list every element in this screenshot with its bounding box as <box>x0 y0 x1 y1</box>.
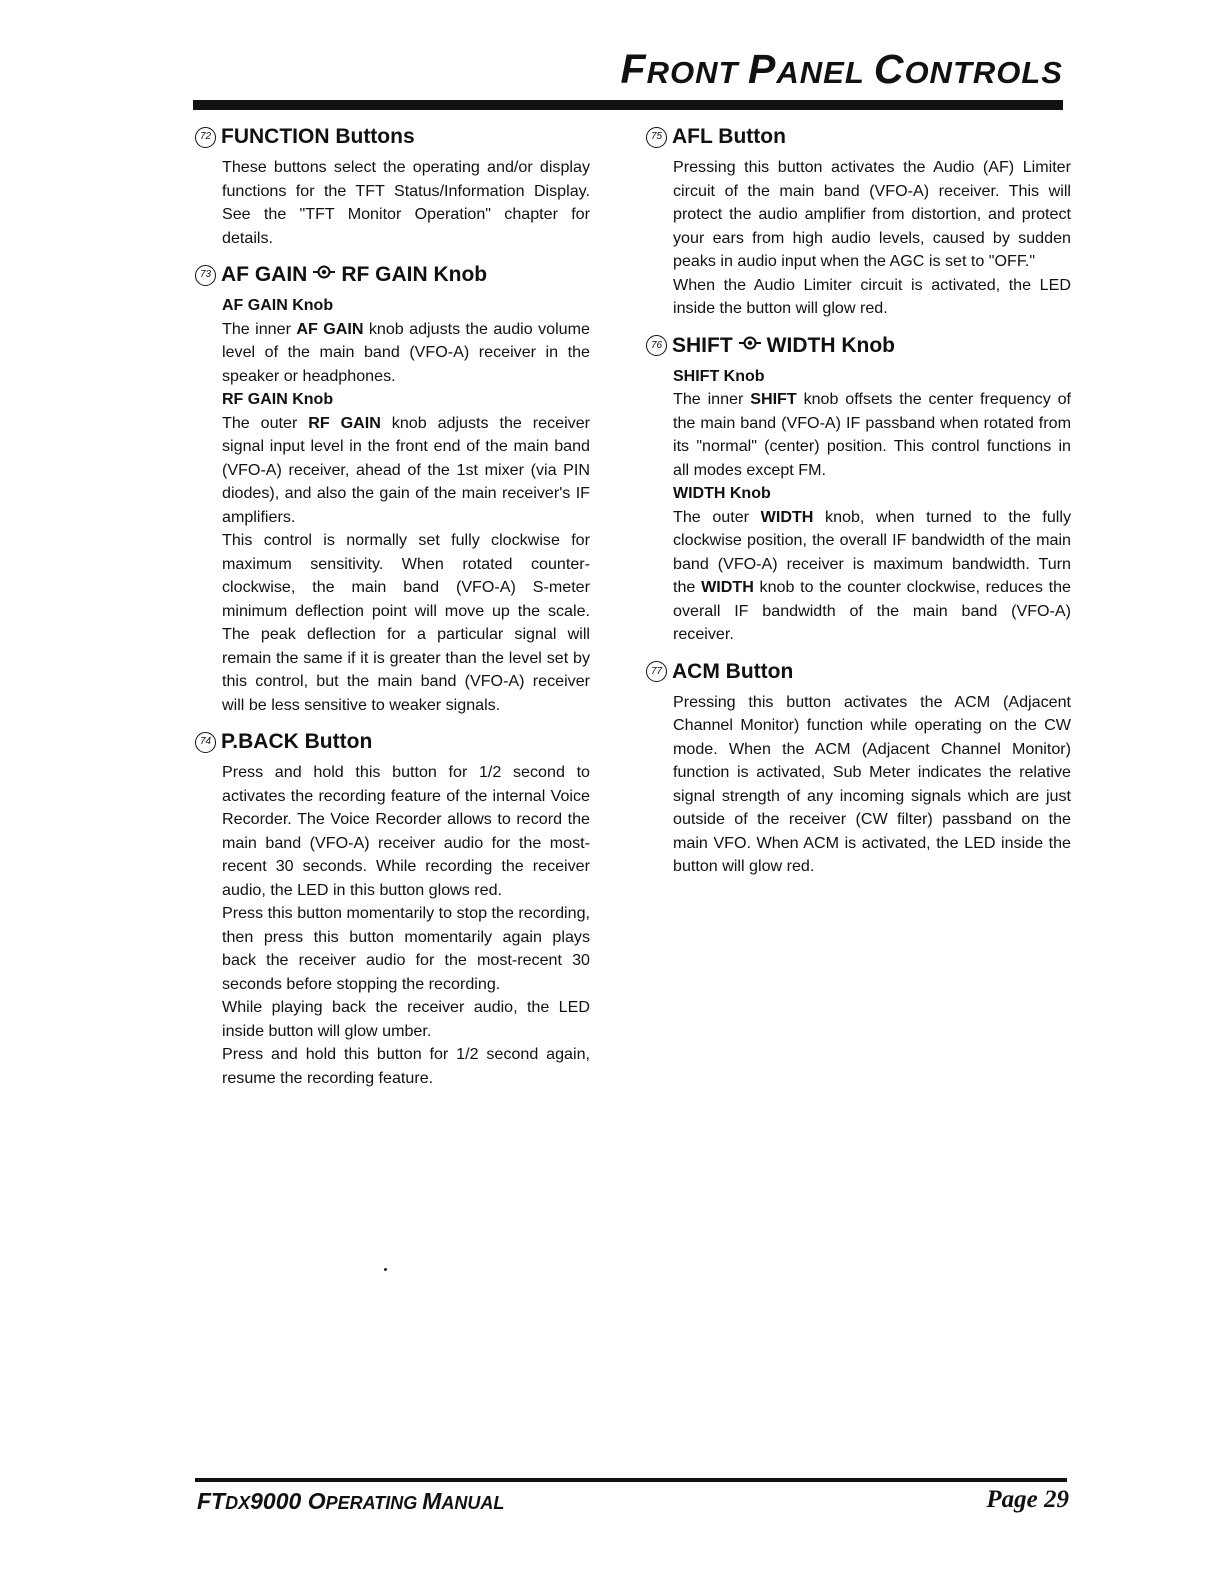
paragraph: Press this button momentarily to stop the recording, then press this button momentarily again plays back the receiver audio for the most-recent 30 seconds before stopping the recording. <box>222 904 590 993</box>
bold-run: WIDTH <box>701 578 754 596</box>
paragraph <box>222 412 590 530</box>
section-title-part: WIDTH Knob <box>766 333 895 357</box>
paragraph: When the Audio Limiter circuit is activated, the LED inside the button will glow red. <box>673 275 1071 317</box>
footer-man-cap: M <box>422 1488 442 1514</box>
subheading: WIDTH Knob <box>673 485 771 502</box>
section-body <box>646 691 1071 879</box>
bold-run: WIDTH <box>760 507 814 526</box>
paragraph: Press and hold this button for 1/2 second to activates the recording feature of the internal Voice Recorder. The Voice Recorder allows to record the main band (VFO-A) receiver audio for the most-recent 30 seconds. While recording the receiver audio, the LED in this button glows red. <box>222 763 590 899</box>
page-number: Page 29 <box>986 1486 1069 1513</box>
subheading: AF GAIN Knob <box>222 297 334 314</box>
paragraph: While playing back the receiver audio, the LED inside button will glow umber. <box>222 998 590 1040</box>
paragraph: Pressing this button activates the ACM (Adjacent Channel Monitor) function while operating on the CW mode. When the ACM (Adjacent Channel Monitor) function is activated, Sub Meter indicates the relative signal strength of any incoming signals which are just outside of the receiver (CW filter) passband on the main VFO. When ACM is activated, the LED inside the button will glow red. <box>673 692 1071 875</box>
circled-number-icon: 77 <box>646 661 667 682</box>
circled-number-icon: 73 <box>195 265 216 286</box>
section-body <box>195 294 590 717</box>
text-run: knob offsets the center frequency of the main band (VFO-A) IF passband when rotated from its "normal" (center) position. This control functions in all modes except FM. <box>673 390 1072 479</box>
concentric-knob-icon <box>313 262 335 288</box>
circled-number-icon: 75 <box>646 127 667 148</box>
section-title: FUNCTION Buttons <box>221 125 415 148</box>
paragraph <box>673 388 1071 482</box>
concentric-knob-icon <box>739 333 761 359</box>
section-af-rf-gain-knob <box>195 262 590 717</box>
paragraph <box>673 506 1071 647</box>
footer-manual-title <box>197 1488 504 1515</box>
text-run: The inner <box>222 319 297 338</box>
section-shift-width-knob <box>646 333 1071 647</box>
paragraph: Pressing this button activates the Audio (AF) Limiter circuit of the main band (VFO-A) receiver. This will protect the audio amplifier from distortion, and protect your ears from high audio levels, caused by sudden peaks in audio input when the AGC is set to "OFF." <box>673 158 1071 270</box>
page-header-title <box>621 46 1063 93</box>
circled-number-icon: 76 <box>646 335 667 356</box>
section-body <box>195 156 590 250</box>
header-rule <box>193 100 1063 110</box>
subheading: RF GAIN Knob <box>222 391 334 408</box>
bold-run: RF GAIN <box>308 413 381 432</box>
section-title-part: SHIFT <box>672 333 733 357</box>
footer-op-rest: PERATING <box>325 1493 423 1513</box>
text-run: knob to the counter clockwise, reduces the overall IF bandwidth of the main band (VFO-A) receiver. <box>673 578 1071 643</box>
right-column <box>646 124 1071 891</box>
bold-run: AF GAIN <box>296 319 364 338</box>
header-rest-3: ONTROLS <box>904 55 1063 90</box>
text-run: The outer <box>222 413 309 432</box>
section-title-part: RF GAIN Knob <box>341 263 488 286</box>
scan-speck <box>384 1268 387 1271</box>
paragraph: This control is normally set fully clockwise for maximum sensitivity. When rotated counter-clockwise, the main band (VFO-A) S-meter minimum deflection point will move up the scale. The peak deflection for a particular signal will remain the same if it is greater than the level set by this control, but the main band (VFO-A) receiver will be less sensitive to weaker signals. <box>222 531 590 714</box>
footer-dx: DX <box>225 1493 251 1513</box>
footer-ft: FT <box>197 1488 226 1514</box>
footer-man-rest: ANUAL <box>441 1493 505 1513</box>
text-run: knob adjusts the receiver signal input level in the front end of the main band (VFO-A) receiver, ahead of the 1st mixer (via PIN diodes), and also the gain of the main receiver's IF amplifiers. <box>222 413 591 526</box>
section-title-part: AF GAIN <box>221 263 308 286</box>
section-heading <box>646 124 1071 150</box>
section-heading <box>646 659 1071 685</box>
section-pback-button <box>195 729 590 1090</box>
section-heading <box>195 124 590 150</box>
section-function-buttons <box>195 124 590 250</box>
footer-rule <box>195 1478 1067 1482</box>
bold-run: SHIFT <box>750 390 797 408</box>
subheading: SHIFT Knob <box>673 367 765 385</box>
section-title: P.BACK Button <box>221 730 373 753</box>
section-title: AFL Button <box>672 125 786 148</box>
section-body <box>646 156 1071 321</box>
section-body <box>646 365 1071 647</box>
footer-model: 9000 <box>250 1488 308 1514</box>
section-heading <box>195 262 590 288</box>
section-heading <box>646 333 1071 359</box>
text-run: The outer <box>673 507 761 526</box>
left-column <box>195 124 590 1102</box>
paragraph: These buttons select the operating and/or display functions for the TFT Status/Information Display. See the "TFT Monitor Operation" chapter for details. <box>222 158 590 247</box>
header-cap-1: F <box>620 46 647 92</box>
text-run: knob, when turned to the fully clockwise position, the overall IF bandwidth of the main band (VFO-A) receiver is maximum bandwidth. Turn the <box>673 507 1071 596</box>
header-rest-2: ANEL <box>776 55 874 90</box>
section-acm-button <box>646 659 1071 879</box>
section-heading <box>195 729 590 755</box>
circled-number-icon: 72 <box>195 127 216 148</box>
header-rest-1: RONT <box>646 55 749 90</box>
header-cap-2: P <box>748 46 777 92</box>
paragraph: Press and hold this button for 1/2 second again, resume the recording feature. <box>222 1045 590 1087</box>
section-title: ACM Button <box>672 659 794 683</box>
section-body <box>195 761 590 1090</box>
paragraph <box>222 318 590 389</box>
footer-op-cap: O <box>307 1488 326 1514</box>
circled-number-icon: 74 <box>195 732 216 753</box>
header-cap-3: C <box>873 46 905 92</box>
text-run: The inner <box>673 390 751 408</box>
section-afl-button <box>646 124 1071 321</box>
text-run: knob adjusts the audio volume level of the main band (VFO-A) receiver in the speaker or headphones. <box>222 319 590 385</box>
